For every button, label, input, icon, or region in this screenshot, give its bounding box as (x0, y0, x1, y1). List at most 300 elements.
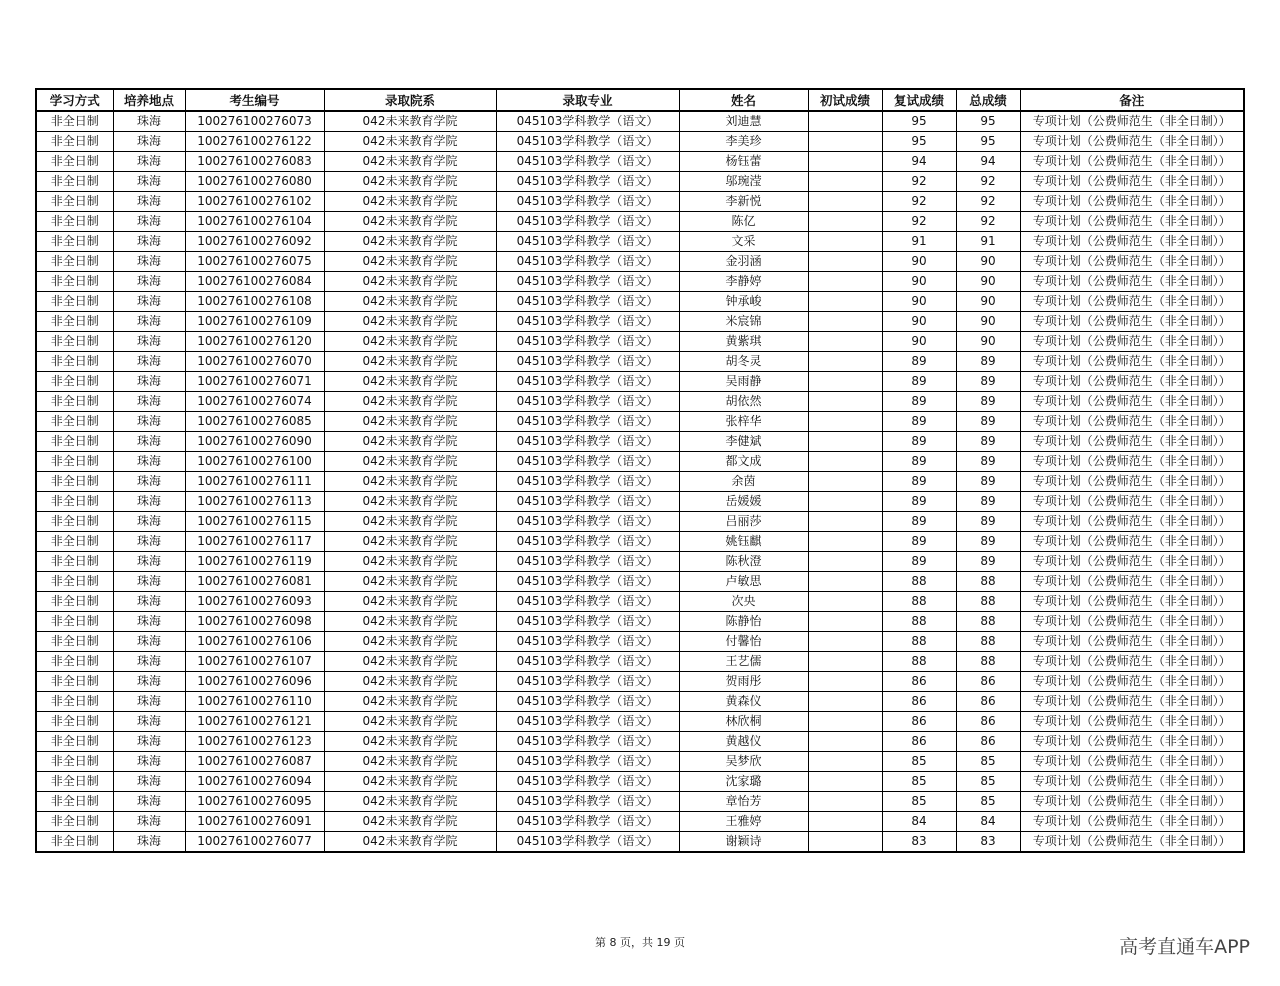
cell-candidate-id: 100276100276098 (185, 612, 324, 632)
cell-retest-score: 95 (882, 132, 956, 152)
cell-major: 045103学科教学（语文） (496, 372, 679, 392)
cell-candidate-id: 100276100276111 (185, 472, 324, 492)
cell-retest-score: 85 (882, 772, 956, 792)
cell-initial-score (808, 712, 882, 732)
cell-name: 岳媛媛 (679, 492, 808, 512)
cell-candidate-id: 100276100276119 (185, 552, 324, 572)
cell-initial-score (808, 212, 882, 232)
cell-name: 胡依然 (679, 392, 808, 412)
cell-total-score: 95 (956, 132, 1020, 152)
cell-name: 胡冬灵 (679, 352, 808, 372)
cell-retest-score: 88 (882, 592, 956, 612)
cell-initial-score (808, 372, 882, 392)
cell-study-mode: 非全日制 (36, 492, 113, 512)
cell-total-score: 90 (956, 312, 1020, 332)
cell-study-mode: 非全日制 (36, 712, 113, 732)
cell-study-mode: 非全日制 (36, 512, 113, 532)
cell-name: 沈家璐 (679, 772, 808, 792)
table-row (36, 452, 1244, 472)
cell-remarks: 专项计划（公费师范生（非全日制）） (1020, 232, 1244, 252)
header-major: 录取专业 (496, 89, 679, 111)
header-remarks: 备注 (1020, 89, 1244, 111)
cell-location: 珠海 (113, 832, 185, 853)
cell-department: 042未来教育学院 (324, 212, 496, 232)
cell-initial-score (808, 312, 882, 332)
cell-location: 珠海 (113, 192, 185, 212)
cell-remarks: 专项计划（公费师范生（非全日制）） (1020, 272, 1244, 292)
table-row (36, 792, 1244, 812)
table-row (36, 372, 1244, 392)
cell-candidate-id: 100276100276123 (185, 732, 324, 752)
cell-remarks: 专项计划（公费师范生（非全日制）） (1020, 692, 1244, 712)
cell-department: 042未来教育学院 (324, 392, 496, 412)
cell-name: 王艺儒 (679, 652, 808, 672)
cell-department: 042未来教育学院 (324, 492, 496, 512)
cell-retest-score: 85 (882, 752, 956, 772)
cell-total-score: 92 (956, 192, 1020, 212)
cell-study-mode: 非全日制 (36, 432, 113, 452)
cell-retest-score: 90 (882, 292, 956, 312)
cell-remarks: 专项计划（公费师范生（非全日制）） (1020, 732, 1244, 752)
cell-name: 吴雨静 (679, 372, 808, 392)
cell-remarks: 专项计划（公费师范生（非全日制）） (1020, 792, 1244, 812)
table-row (36, 172, 1244, 192)
cell-location: 珠海 (113, 552, 185, 572)
cell-total-score: 88 (956, 612, 1020, 632)
cell-location: 珠海 (113, 532, 185, 552)
cell-name: 李新悦 (679, 192, 808, 212)
cell-initial-score (808, 232, 882, 252)
cell-major: 045103学科教学（语文） (496, 152, 679, 172)
cell-initial-score (808, 412, 882, 432)
cell-major: 045103学科教学（语文） (496, 252, 679, 272)
cell-department: 042未来教育学院 (324, 612, 496, 632)
cell-total-score: 89 (956, 452, 1020, 472)
cell-location: 珠海 (113, 652, 185, 672)
cell-retest-score: 89 (882, 412, 956, 432)
cell-remarks: 专项计划（公费师范生（非全日制）） (1020, 111, 1244, 132)
cell-department: 042未来教育学院 (324, 272, 496, 292)
table-row (36, 432, 1244, 452)
cell-retest-score: 89 (882, 472, 956, 492)
table-row (36, 352, 1244, 372)
cell-total-score: 88 (956, 592, 1020, 612)
cell-location: 珠海 (113, 372, 185, 392)
cell-department: 042未来教育学院 (324, 672, 496, 692)
table-row (36, 472, 1244, 492)
cell-name: 谢颖诗 (679, 832, 808, 853)
cell-retest-score: 86 (882, 672, 956, 692)
table-row (36, 212, 1244, 232)
cell-initial-score (808, 152, 882, 172)
cell-candidate-id: 100276100276091 (185, 812, 324, 832)
cell-name: 黄越仪 (679, 732, 808, 752)
cell-name: 文采 (679, 232, 808, 252)
cell-study-mode: 非全日制 (36, 632, 113, 652)
cell-remarks: 专项计划（公费师范生（非全日制）） (1020, 752, 1244, 772)
cell-candidate-id: 100276100276093 (185, 592, 324, 612)
cell-candidate-id: 100276100276095 (185, 792, 324, 812)
cell-location: 珠海 (113, 512, 185, 532)
cell-retest-score: 90 (882, 252, 956, 272)
cell-candidate-id: 100276100276081 (185, 572, 324, 592)
cell-remarks: 专项计划（公费师范生（非全日制）） (1020, 192, 1244, 212)
cell-candidate-id: 100276100276109 (185, 312, 324, 332)
cell-name: 刘迪慧 (679, 111, 808, 132)
cell-remarks: 专项计划（公费师范生（非全日制）） (1020, 652, 1244, 672)
cell-department: 042未来教育学院 (324, 512, 496, 532)
cell-remarks: 专项计划（公费师范生（非全日制）） (1020, 472, 1244, 492)
cell-candidate-id: 100276100276077 (185, 832, 324, 853)
table-row (36, 232, 1244, 252)
cell-location: 珠海 (113, 632, 185, 652)
header-location: 培养地点 (113, 89, 185, 111)
cell-department: 042未来教育学院 (324, 332, 496, 352)
cell-department: 042未来教育学院 (324, 572, 496, 592)
cell-retest-score: 89 (882, 492, 956, 512)
app-watermark: 高考直通车APP (1119, 936, 1250, 958)
cell-major: 045103学科教学（语文） (496, 232, 679, 252)
cell-study-mode: 非全日制 (36, 392, 113, 412)
cell-major: 045103学科教学（语文） (496, 432, 679, 452)
cell-name: 林欣桐 (679, 712, 808, 732)
cell-name: 陈亿 (679, 212, 808, 232)
cell-retest-score: 85 (882, 792, 956, 812)
table-row (36, 832, 1244, 853)
cell-remarks: 专项计划（公费师范生（非全日制）） (1020, 392, 1244, 412)
cell-candidate-id: 100276100276092 (185, 232, 324, 252)
cell-study-mode: 非全日制 (36, 772, 113, 792)
cell-remarks: 专项计划（公费师范生（非全日制）） (1020, 292, 1244, 312)
cell-department: 042未来教育学院 (324, 632, 496, 652)
cell-total-score: 89 (956, 512, 1020, 532)
cell-name: 次央 (679, 592, 808, 612)
cell-department: 042未来教育学院 (324, 772, 496, 792)
cell-name: 黄森仪 (679, 692, 808, 712)
cell-major: 045103学科教学（语文） (496, 472, 679, 492)
cell-location: 珠海 (113, 572, 185, 592)
table-row (36, 492, 1244, 512)
cell-location: 珠海 (113, 232, 185, 252)
cell-department: 042未来教育学院 (324, 832, 496, 853)
cell-major: 045103学科教学（语文） (496, 672, 679, 692)
cell-candidate-id: 100276100276121 (185, 712, 324, 732)
cell-retest-score: 92 (882, 212, 956, 232)
cell-candidate-id: 100276100276102 (185, 192, 324, 212)
header-total-score: 总成绩 (956, 89, 1020, 111)
cell-retest-score: 83 (882, 832, 956, 853)
cell-initial-score (808, 111, 882, 132)
cell-total-score: 95 (956, 111, 1020, 132)
cell-remarks: 专项计划（公费师范生（非全日制）） (1020, 572, 1244, 592)
cell-initial-score (808, 192, 882, 212)
cell-study-mode: 非全日制 (36, 412, 113, 432)
cell-total-score: 92 (956, 172, 1020, 192)
cell-initial-score (808, 432, 882, 452)
cell-total-score: 85 (956, 772, 1020, 792)
table-row (36, 572, 1244, 592)
cell-location: 珠海 (113, 692, 185, 712)
header-study-mode: 学习方式 (36, 89, 113, 111)
table-row (36, 612, 1244, 632)
cell-department: 042未来教育学院 (324, 652, 496, 672)
cell-retest-score: 89 (882, 452, 956, 472)
cell-name: 姚钰麒 (679, 532, 808, 552)
cell-name: 钟承峻 (679, 292, 808, 312)
cell-remarks: 专项计划（公费师范生（非全日制）） (1020, 832, 1244, 853)
cell-major: 045103学科教学（语文） (496, 572, 679, 592)
cell-major: 045103学科教学（语文） (496, 332, 679, 352)
cell-major: 045103学科教学（语文） (496, 752, 679, 772)
cell-total-score: 88 (956, 572, 1020, 592)
cell-initial-score (808, 492, 882, 512)
table-row (36, 312, 1244, 332)
cell-department: 042未来教育学院 (324, 752, 496, 772)
cell-department: 042未来教育学院 (324, 352, 496, 372)
table-row (36, 552, 1244, 572)
cell-retest-score: 88 (882, 572, 956, 592)
table-row (36, 192, 1244, 212)
cell-location: 珠海 (113, 412, 185, 432)
cell-name: 付馨怡 (679, 632, 808, 652)
cell-department: 042未来教育学院 (324, 111, 496, 132)
cell-initial-score (808, 632, 882, 652)
cell-study-mode: 非全日制 (36, 732, 113, 752)
cell-retest-score: 89 (882, 372, 956, 392)
cell-location: 珠海 (113, 152, 185, 172)
cell-major: 045103学科教学（语文） (496, 552, 679, 572)
cell-total-score: 89 (956, 472, 1020, 492)
cell-candidate-id: 100276100276117 (185, 532, 324, 552)
cell-location: 珠海 (113, 332, 185, 352)
table-row (36, 132, 1244, 152)
cell-total-score: 86 (956, 712, 1020, 732)
cell-retest-score: 89 (882, 552, 956, 572)
cell-name: 陈静怡 (679, 612, 808, 632)
cell-study-mode: 非全日制 (36, 832, 113, 853)
header-department: 录取院系 (324, 89, 496, 111)
cell-study-mode: 非全日制 (36, 352, 113, 372)
cell-retest-score: 89 (882, 512, 956, 532)
cell-study-mode: 非全日制 (36, 272, 113, 292)
cell-candidate-id: 100276100276122 (185, 132, 324, 152)
cell-total-score: 90 (956, 332, 1020, 352)
cell-department: 042未来教育学院 (324, 252, 496, 272)
cell-total-score: 89 (956, 392, 1020, 412)
cell-study-mode: 非全日制 (36, 372, 113, 392)
cell-major: 045103学科教学（语文） (496, 412, 679, 432)
table-row (36, 532, 1244, 552)
cell-major: 045103学科教学（语文） (496, 512, 679, 532)
cell-total-score: 86 (956, 672, 1020, 692)
cell-department: 042未来教育学院 (324, 592, 496, 612)
table-row (36, 512, 1244, 532)
cell-remarks: 专项计划（公费师范生（非全日制）） (1020, 172, 1244, 192)
cell-study-mode: 非全日制 (36, 692, 113, 712)
cell-initial-score (808, 452, 882, 472)
cell-name: 金羽涵 (679, 252, 808, 272)
cell-total-score: 86 (956, 692, 1020, 712)
table-row (36, 111, 1244, 132)
cell-major: 045103学科教学（语文） (496, 732, 679, 752)
table-row (36, 292, 1244, 312)
cell-remarks: 专项计划（公费师范生（非全日制）） (1020, 772, 1244, 792)
header-row (36, 89, 1244, 111)
cell-name: 张梓华 (679, 412, 808, 432)
cell-initial-score (808, 292, 882, 312)
table-row (36, 592, 1244, 612)
cell-total-score: 88 (956, 632, 1020, 652)
cell-total-score: 85 (956, 792, 1020, 812)
cell-location: 珠海 (113, 352, 185, 372)
cell-total-score: 89 (956, 532, 1020, 552)
cell-initial-score (808, 392, 882, 412)
cell-study-mode: 非全日制 (36, 792, 113, 812)
header-name: 姓名 (679, 89, 808, 111)
cell-initial-score (808, 832, 882, 853)
cell-major: 045103学科教学（语文） (496, 712, 679, 732)
table-row (36, 412, 1244, 432)
cell-study-mode: 非全日制 (36, 232, 113, 252)
cell-remarks: 专项计划（公费师范生（非全日制）） (1020, 552, 1244, 572)
cell-candidate-id: 100276100276084 (185, 272, 324, 292)
cell-name: 米宸锦 (679, 312, 808, 332)
cell-department: 042未来教育学院 (324, 712, 496, 732)
cell-location: 珠海 (113, 212, 185, 232)
cell-study-mode: 非全日制 (36, 292, 113, 312)
cell-initial-score (808, 552, 882, 572)
cell-remarks: 专项计划（公费师范生（非全日制）） (1020, 512, 1244, 532)
cell-study-mode: 非全日制 (36, 212, 113, 232)
cell-retest-score: 89 (882, 352, 956, 372)
cell-location: 珠海 (113, 792, 185, 812)
cell-location: 珠海 (113, 492, 185, 512)
cell-name: 黄紫琪 (679, 332, 808, 352)
cell-major: 045103学科教学（语文） (496, 172, 679, 192)
cell-major: 045103学科教学（语文） (496, 392, 679, 412)
cell-initial-score (808, 792, 882, 812)
cell-department: 042未来教育学院 (324, 452, 496, 472)
cell-remarks: 专项计划（公费师范生（非全日制）） (1020, 332, 1244, 352)
cell-name: 吴梦欣 (679, 752, 808, 772)
cell-total-score: 89 (956, 352, 1020, 372)
cell-major: 045103学科教学（语文） (496, 692, 679, 712)
table-row (36, 152, 1244, 172)
table-row (36, 652, 1244, 672)
cell-department: 042未来教育学院 (324, 792, 496, 812)
cell-total-score: 92 (956, 212, 1020, 232)
cell-study-mode: 非全日制 (36, 111, 113, 132)
cell-name: 吕丽莎 (679, 512, 808, 532)
cell-major: 045103学科教学（语文） (496, 352, 679, 372)
cell-total-score: 88 (956, 652, 1020, 672)
cell-remarks: 专项计划（公费师范生（非全日制）） (1020, 252, 1244, 272)
cell-major: 045103学科教学（语文） (496, 792, 679, 812)
cell-total-score: 85 (956, 752, 1020, 772)
cell-major: 045103学科教学（语文） (496, 532, 679, 552)
cell-name: 杨钰蕾 (679, 152, 808, 172)
cell-remarks: 专项计划（公费师范生（非全日制）） (1020, 352, 1244, 372)
cell-remarks: 专项计划（公费师范生（非全日制）） (1020, 632, 1244, 652)
cell-total-score: 89 (956, 432, 1020, 452)
cell-study-mode: 非全日制 (36, 812, 113, 832)
cell-retest-score: 90 (882, 272, 956, 292)
cell-name: 王雅婷 (679, 812, 808, 832)
cell-candidate-id: 100276100276110 (185, 692, 324, 712)
cell-candidate-id: 100276100276100 (185, 452, 324, 472)
cell-department: 042未来教育学院 (324, 732, 496, 752)
cell-name: 卢敏思 (679, 572, 808, 592)
cell-total-score: 89 (956, 552, 1020, 572)
cell-initial-score (808, 352, 882, 372)
cell-retest-score: 91 (882, 232, 956, 252)
cell-department: 042未来教育学院 (324, 192, 496, 212)
cell-major: 045103学科教学（语文） (496, 772, 679, 792)
cell-candidate-id: 100276100276106 (185, 632, 324, 652)
table-row (36, 632, 1244, 652)
cell-remarks: 专项计划（公费师范生（非全日制）） (1020, 612, 1244, 632)
cell-candidate-id: 100276100276074 (185, 392, 324, 412)
cell-study-mode: 非全日制 (36, 332, 113, 352)
table-row (36, 392, 1244, 412)
cell-location: 珠海 (113, 432, 185, 452)
cell-retest-score: 90 (882, 312, 956, 332)
cell-remarks: 专项计划（公费师范生（非全日制）） (1020, 672, 1244, 692)
header-initial-score: 初试成绩 (808, 89, 882, 111)
cell-name: 贺雨彤 (679, 672, 808, 692)
cell-retest-score: 92 (882, 172, 956, 192)
cell-study-mode: 非全日制 (36, 192, 113, 212)
cell-retest-score: 95 (882, 111, 956, 132)
cell-location: 珠海 (113, 312, 185, 332)
cell-initial-score (808, 772, 882, 792)
cell-location: 珠海 (113, 272, 185, 292)
cell-name: 李健斌 (679, 432, 808, 452)
cell-name: 余茵 (679, 472, 808, 492)
cell-department: 042未来教育学院 (324, 472, 496, 492)
cell-location: 珠海 (113, 812, 185, 832)
cell-department: 042未来教育学院 (324, 412, 496, 432)
cell-study-mode: 非全日制 (36, 172, 113, 192)
cell-total-score: 89 (956, 492, 1020, 512)
cell-major: 045103学科教学（语文） (496, 812, 679, 832)
cell-location: 珠海 (113, 592, 185, 612)
cell-remarks: 专项计划（公费师范生（非全日制）） (1020, 532, 1244, 552)
cell-candidate-id: 100276100276087 (185, 752, 324, 772)
cell-major: 045103学科教学（语文） (496, 212, 679, 232)
cell-remarks: 专项计划（公费师范生（非全日制）） (1020, 412, 1244, 432)
cell-major: 045103学科教学（语文） (496, 272, 679, 292)
cell-major: 045103学科教学（语文） (496, 452, 679, 472)
cell-remarks: 专项计划（公费师范生（非全日制）） (1020, 712, 1244, 732)
cell-location: 珠海 (113, 392, 185, 412)
cell-study-mode: 非全日制 (36, 132, 113, 152)
cell-location: 珠海 (113, 612, 185, 632)
cell-location: 珠海 (113, 472, 185, 492)
cell-study-mode: 非全日制 (36, 552, 113, 572)
cell-total-score: 86 (956, 732, 1020, 752)
cell-location: 珠海 (113, 111, 185, 132)
cell-location: 珠海 (113, 732, 185, 752)
cell-total-score: 90 (956, 292, 1020, 312)
cell-candidate-id: 100276100276108 (185, 292, 324, 312)
cell-major: 045103学科教学（语文） (496, 832, 679, 853)
cell-name: 陈秋澄 (679, 552, 808, 572)
cell-study-mode: 非全日制 (36, 672, 113, 692)
page-number: 第 8 页，共 19 页 (595, 936, 685, 949)
header-candidate-id: 考生编号 (185, 89, 324, 111)
cell-initial-score (808, 252, 882, 272)
